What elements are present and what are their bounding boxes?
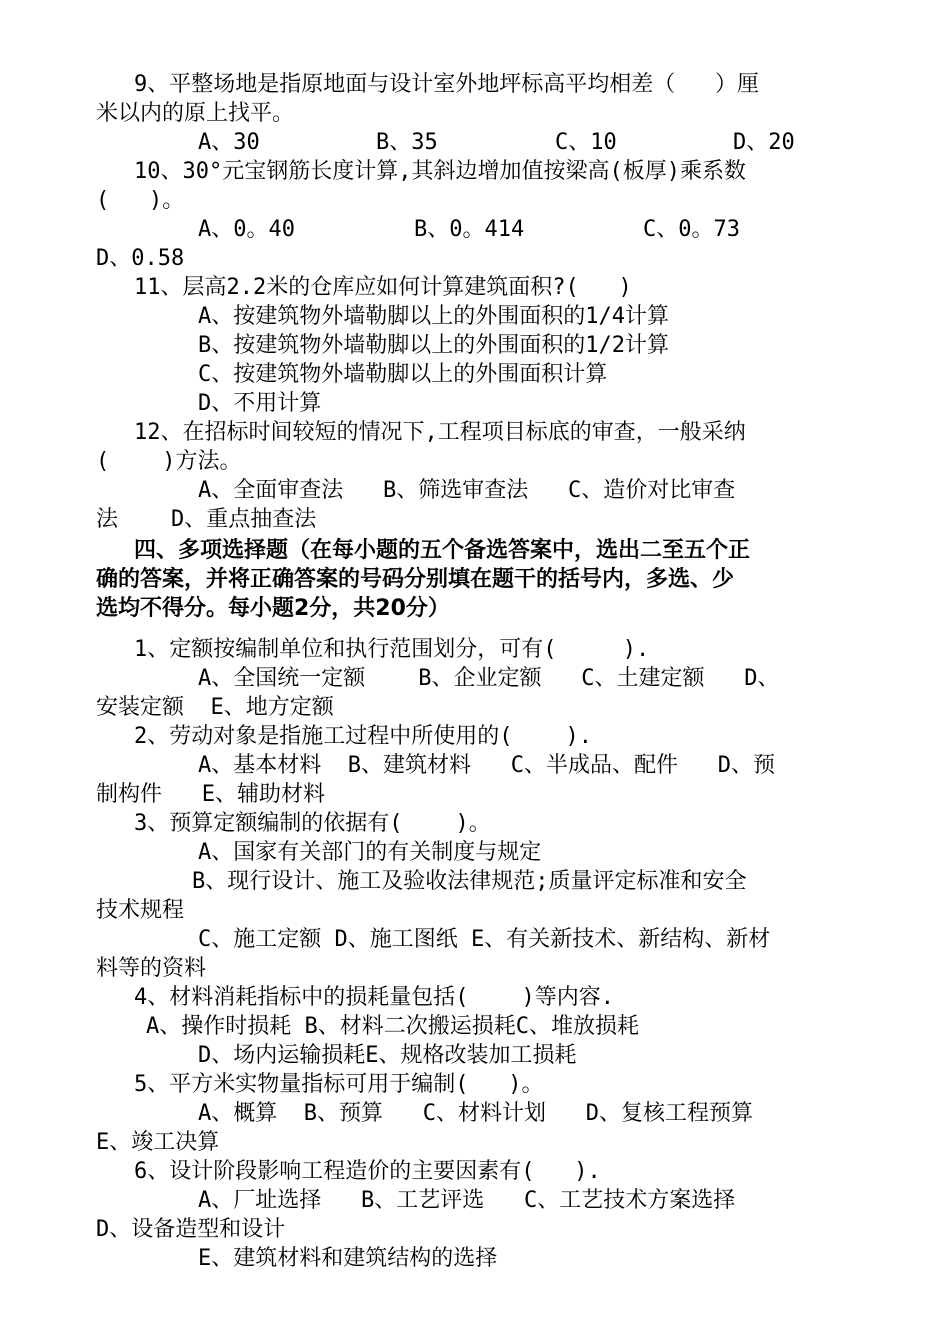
question-11-option-d: D、不用计算: [198, 391, 322, 416]
question-9-option-b: B、35: [376, 130, 438, 155]
multi-question-3-options-cde: C、施工定额 D、施工图纸 E、有关新技术、新结构、新材: [198, 927, 771, 952]
multi-question-3-option-b-cont: 技术规程: [96, 898, 185, 923]
question-9-option-d: D、20: [733, 130, 795, 155]
multi-question-3-text: 3、预算定额编制的依据有( )。: [134, 811, 491, 836]
question-11-option-c: C、按建筑物外墙勒脚以上的外围面积计算: [198, 362, 608, 387]
question-10-option-a: A、0。40: [198, 217, 295, 242]
question-12-options: A、全面审查法 B、筛选审查法 C、造价对比审查: [198, 478, 736, 503]
multi-question-6-options: A、厂址选择 B、工艺评选 C、工艺技术方案选择: [198, 1188, 736, 1213]
multi-question-4-options: A、操作时损耗 B、材料二次搬运损耗C、堆放损耗: [146, 1014, 639, 1039]
question-10-text: 10、30°元宝钢筋长度计算,其斜边增加值按梁高(板厚)乘系数: [134, 159, 746, 184]
multi-question-2-options-cont: 制构件 E、辅助材料: [96, 782, 325, 807]
question-12-text-cont: ( )方法。: [96, 449, 242, 474]
multi-question-5-text: 5、平方米实物量指标可用于编制( )。: [134, 1072, 544, 1097]
multi-question-6-text: 6、设计阶段影响工程造价的主要因素有( ).: [134, 1159, 601, 1184]
multi-question-1-options-cont: 安装定额 E、地方定额: [96, 695, 334, 720]
multi-question-6-option-e: E、建筑材料和建筑结构的选择: [198, 1246, 498, 1271]
multi-question-1-options: A、全国统一定额 B、企业定额 C、土建定额 D、: [198, 666, 780, 691]
multi-question-3-option-b: B、现行设计、施工及验收法律规范;质量评定标准和安全: [192, 869, 747, 894]
multi-question-2-text: 2、劳动对象是指施工过程中所使用的( ).: [134, 724, 592, 749]
multi-question-3-option-a: A、国家有关部门的有关制度与规定: [198, 840, 542, 865]
question-10-text-cont: ( )。: [96, 188, 185, 213]
multi-question-4-text: 4、材料消耗指标中的损耗量包括( )等内容.: [134, 985, 614, 1010]
multi-question-4-options-cont: D、场内运输损耗E、规格改装加工损耗: [198, 1043, 577, 1068]
question-11-option-a: A、按建筑物外墙勒脚以上的外围面积的1/4计算: [198, 304, 669, 329]
question-10-option-c: C、0。73: [643, 217, 740, 242]
question-9-text-cont: 米以内的原上找平。: [96, 101, 295, 126]
section-4-heading: 四、多项选择题（在每小题的五个备选答案中，选出二至五个正: [134, 538, 751, 563]
multi-question-2-options: A、基本材料 B、建筑材料 C、半成品、配件 D、预: [198, 753, 775, 778]
question-10-option-d: D、0.58: [96, 246, 185, 271]
multi-question-3-options-cont: 料等的资料: [96, 956, 207, 981]
question-9-option-a: A、30: [198, 130, 260, 155]
question-11-option-b: B、按建筑物外墙勒脚以上的外围面积的1/2计算: [198, 333, 669, 358]
multi-question-1-text: 1、定额按编制单位和执行范围划分，可有( ).: [134, 637, 650, 662]
section-4-heading-cont: 确的答案，并将正确答案的号码分别填在题干的括号内，多选、少: [96, 567, 735, 592]
question-11-text: 11、层高2.2米的仓库应如何计算建筑面积?( ): [134, 275, 632, 300]
question-12-options-cont: 法 D、重点抽查法: [96, 507, 317, 532]
question-12-text: 12、在招标时间较短的情况下,工程项目标底的审查，一般采纳: [134, 420, 746, 445]
question-9-option-c: C、10: [555, 130, 617, 155]
multi-question-6-option-d: D、设备造型和设计: [96, 1217, 286, 1242]
multi-question-5-options-cont: E、竣工决算: [96, 1130, 220, 1155]
question-9-text: 9、平整场地是指原地面与设计室外地坪标高平均相差（ ）厘: [134, 72, 759, 97]
section-4-heading-cont2: 选均不得分。每小题2分，共20分）: [96, 596, 450, 621]
question-10-option-b: B、0。414: [414, 217, 525, 242]
multi-question-5-options: A、概算 B、预算 C、材料计划 D、复核工程预算: [198, 1101, 753, 1126]
